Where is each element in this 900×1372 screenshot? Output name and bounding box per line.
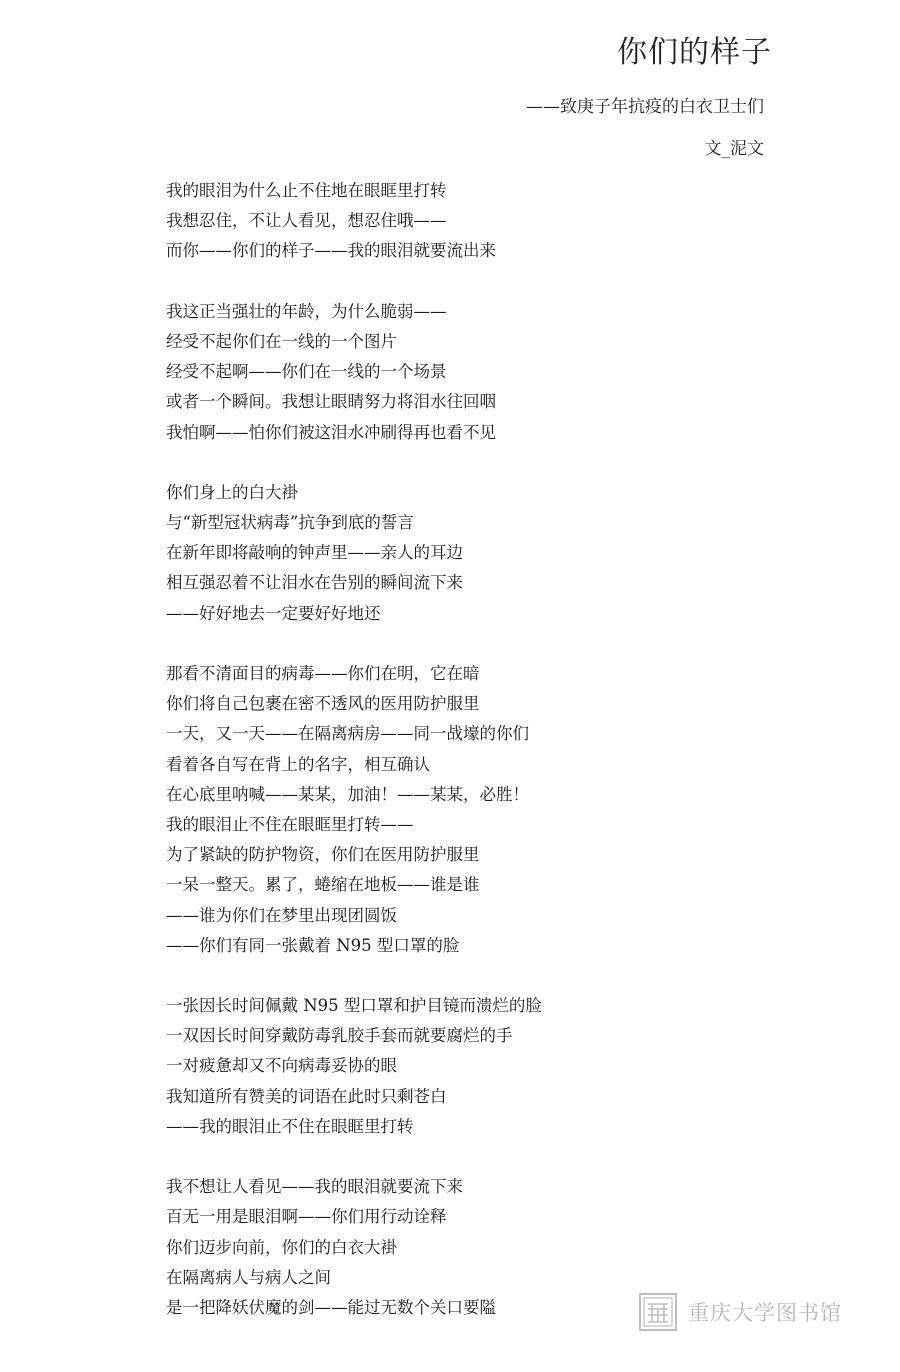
poem-line: 你们将自己包裹在密不透风的医用防护服里 [166,694,480,714]
poem-stanza [166,659,806,961]
poem-line: 我怕啊——怕你们被这泪水冲刷得再也看不见 [166,422,496,442]
poem-line: 经受不起啊——你们在一线的一个场景 [166,362,447,382]
library-watermark-text: 重庆大学图书馆 [688,1301,842,1325]
poem-line: 一张因长时间佩戴 N95 型口罩和护目镜而溃烂的脸 [166,996,542,1016]
poem-line: 一对疲惫却又不向病毒妥协的眼 [166,1056,397,1076]
poem-line: 你们身上的白大褂 [166,482,298,502]
poem-line: 与“新型冠状病毒”抗争到底的誓言 [166,513,414,533]
poem-line: 在心底里呐喊——某某，加油！——某某，必胜！ [166,784,529,804]
poem-line: 你们迈步向前，你们的白衣大褂 [166,1237,397,1257]
poem-line: ——好好地去一定要好好地还 [166,603,381,623]
poem-line: 为了紧缺的防护物资，你们在医用防护服里 [166,845,480,865]
poem-body [166,176,806,1323]
poem-line: 看着各自写在背上的名字，相互确认 [166,754,430,774]
poem-line: 而你——你们的样子——我的眼泪就要流出来 [166,241,496,261]
poem-line: 是一把降妖伏魔的剑——能过无数个关口要隘 [166,1297,496,1317]
poem-stanza [166,297,806,448]
poem-line: 在隔离病人与病人之间 [166,1267,331,1287]
poem-line: ——你们有同一张戴着 N95 型口罩的脸 [166,935,460,955]
poem-line: 在新年即将敲响的钟声里——亲人的耳边 [166,543,463,563]
poem-subtitle: ——致庚子年抗疫的白衣卫士们 [526,97,764,117]
poem-line: 我的眼泪止不住在眼眶里打转—— [166,814,414,834]
poem-line: 百无一用是眼泪啊——你们用行动诠释 [166,1207,447,1227]
poem-line: 我不想让人看见——我的眼泪就要流下来 [166,1177,463,1197]
poem-line: 或者一个瞬间。我想让眼睛努力将泪水往回咽 [166,392,496,412]
poem-stanza [166,176,806,267]
poem-line: ——谁为你们在梦里出现团圆饭 [166,905,397,925]
poem-line: 相互强忍着不让泪水在告别的瞬间流下来 [166,573,463,593]
poem-author: 文_泥文 [704,139,764,159]
poem-line: 我这正当强壮的年龄，为什么脆弱—— [166,301,447,321]
poem-line: 一天，又一天——在隔离病房——同一战壕的你们 [166,724,529,744]
poem-line: 我知道所有赞美的词语在此时只剩苍白 [166,1086,447,1106]
poem-line: 我想忍住，不让人看见，想忍住哦—— [166,211,447,231]
poem-line: 经受不起你们在一线的一个图片 [166,331,397,351]
poem-stanza [166,991,806,1142]
poem-line: ——我的眼泪止不住在眼眶里打转 [166,1116,414,1136]
poem-line: 一呆一整天。累了，蜷缩在地板——谁是谁 [166,875,480,895]
poem-line: 我的眼泪为什么止不住地在眼眶里打转 [166,181,447,200]
poem-line: 那看不清面目的病毒——你们在明，它在暗 [166,664,480,683]
poem-title: 你们的样子 [617,35,772,70]
library-seal-icon [638,1292,678,1332]
library-watermark [638,1290,842,1334]
poem-line: 一双因长时间穿戴防毒乳胶手套而就要腐烂的手 [166,1026,513,1046]
poem-stanza [166,478,806,629]
